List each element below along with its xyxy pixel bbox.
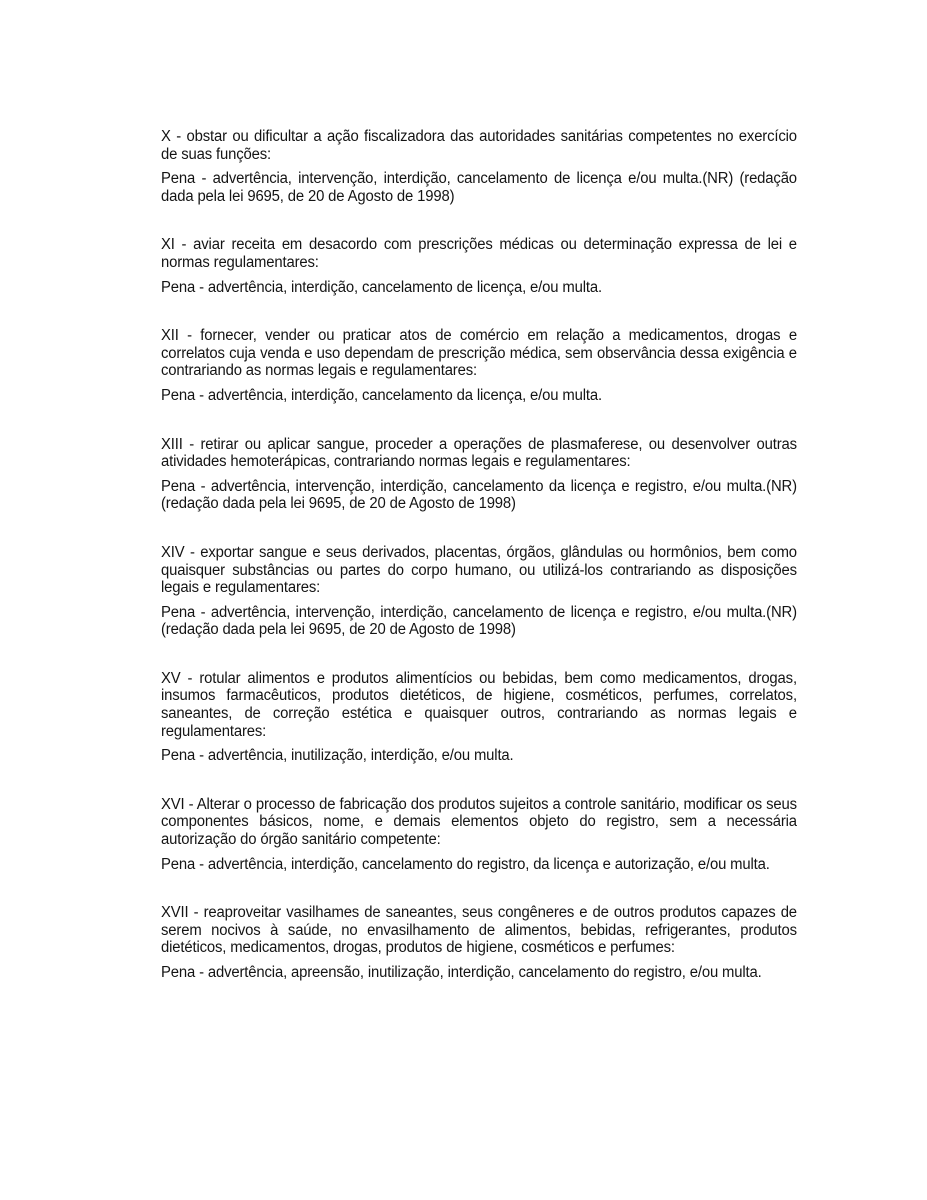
clause-xiii (161, 436, 797, 513)
clause-text: XII - fornecer, vender ou praticar atos de comércio em relação a medicamentos, drogas e correlatos cuja venda e uso dependam de prescrição médica, sem observância dessa exigência e contrariando as normas legais e regulamentares: (161, 327, 797, 380)
penalty-text: Pena - advertência, interdição, cancelamento de licença, e/ou multa. (161, 278, 602, 296)
clause-text: X - obstar ou dificultar a ação fiscalizadora das autoridades sanitárias competentes no exercício de suas funções: (161, 128, 797, 163)
clause-text: XI - aviar receita em desacordo com prescrições médicas ou determinação expressa de lei e normas regulamentares: (161, 236, 797, 271)
clause-text: XV - rotular alimentos e produtos alimentícios ou bebidas, bem como medicamentos, drogas, insumos farmacêuticos, produtos dietéticos, de higiene, cosméticos, perfumes, correlatos, saneantes, de correção estética e quaisquer outros, contrariando as normas legais e regulamentares: (161, 669, 797, 740)
penalty-text: Pena - advertência, intervenção, interdição, cancelamento de licença e/ou multa.(NR) (redação dada pela lei 9695, de 20 de Agosto de 1998) (161, 170, 797, 205)
penalty-text: Pena - advertência, intervenção, interdição, cancelamento de licença e registro, e/ou multa.(NR) (redação dada pela lei 9695, de 20 de Agosto de 1998) (161, 603, 797, 639)
clause-xiv (161, 544, 797, 639)
penalty-text: Pena - advertência, intervenção, interdição, cancelamento da licença e registro, e/ou multa.(NR) (redação dada pela lei 9695, de 20 de Agosto de 1998) (161, 477, 797, 513)
clause-xv (161, 670, 797, 765)
clause-x (161, 128, 797, 205)
clause-text: XVII - reaproveitar vasilhames de saneantes, seus congêneres e de outros produtos capazes de serem nocivos à saúde, no envasilhamento de alimentos, bebidas, refrigerantes, produtos dietéticos, medicamentos, drogas, produtos de higiene, cosméticos e perfumes: (161, 904, 797, 957)
penalty-text: Pena - advertência, interdição, cancelamento do registro, da licença e autorização, e/ou multa. (161, 855, 770, 873)
clause-xvi (161, 796, 797, 873)
clause-xii (161, 327, 797, 404)
document-page (161, 128, 797, 1013)
clause-text: XIII - retirar ou aplicar sangue, proceder a operações de plasmaferese, ou desenvolver outras atividades hemoterápicas, contrariando normas legais e regulamentares: (161, 435, 797, 471)
penalty-text: Pena - advertência, inutilização, interdição, e/ou multa. (161, 747, 514, 765)
clause-text: XVI - Alterar o processo de fabricação dos produtos sujeitos a controle sanitário, modificar os seus componentes básicos, nome, e demais elementos objeto do registro, sem a necessária autorização do órgão sanitário competente: (161, 795, 797, 849)
penalty-text: Pena - advertência, interdição, cancelamento da licença, e/ou multa. (161, 386, 602, 404)
clause-xi (161, 236, 797, 296)
penalty-text: Pena - advertência, apreensão, inutilização, interdição, cancelamento do registro, e/ou multa. (161, 964, 762, 981)
clause-xvii (161, 904, 797, 981)
clause-text: XIV - exportar sangue e seus derivados, placentas, órgãos, glândulas ou hormônios, bem como quaisquer substâncias ou partes do corpo humano, ou utilizá-los contrariando as disposições legais e regulamentares: (161, 543, 797, 597)
